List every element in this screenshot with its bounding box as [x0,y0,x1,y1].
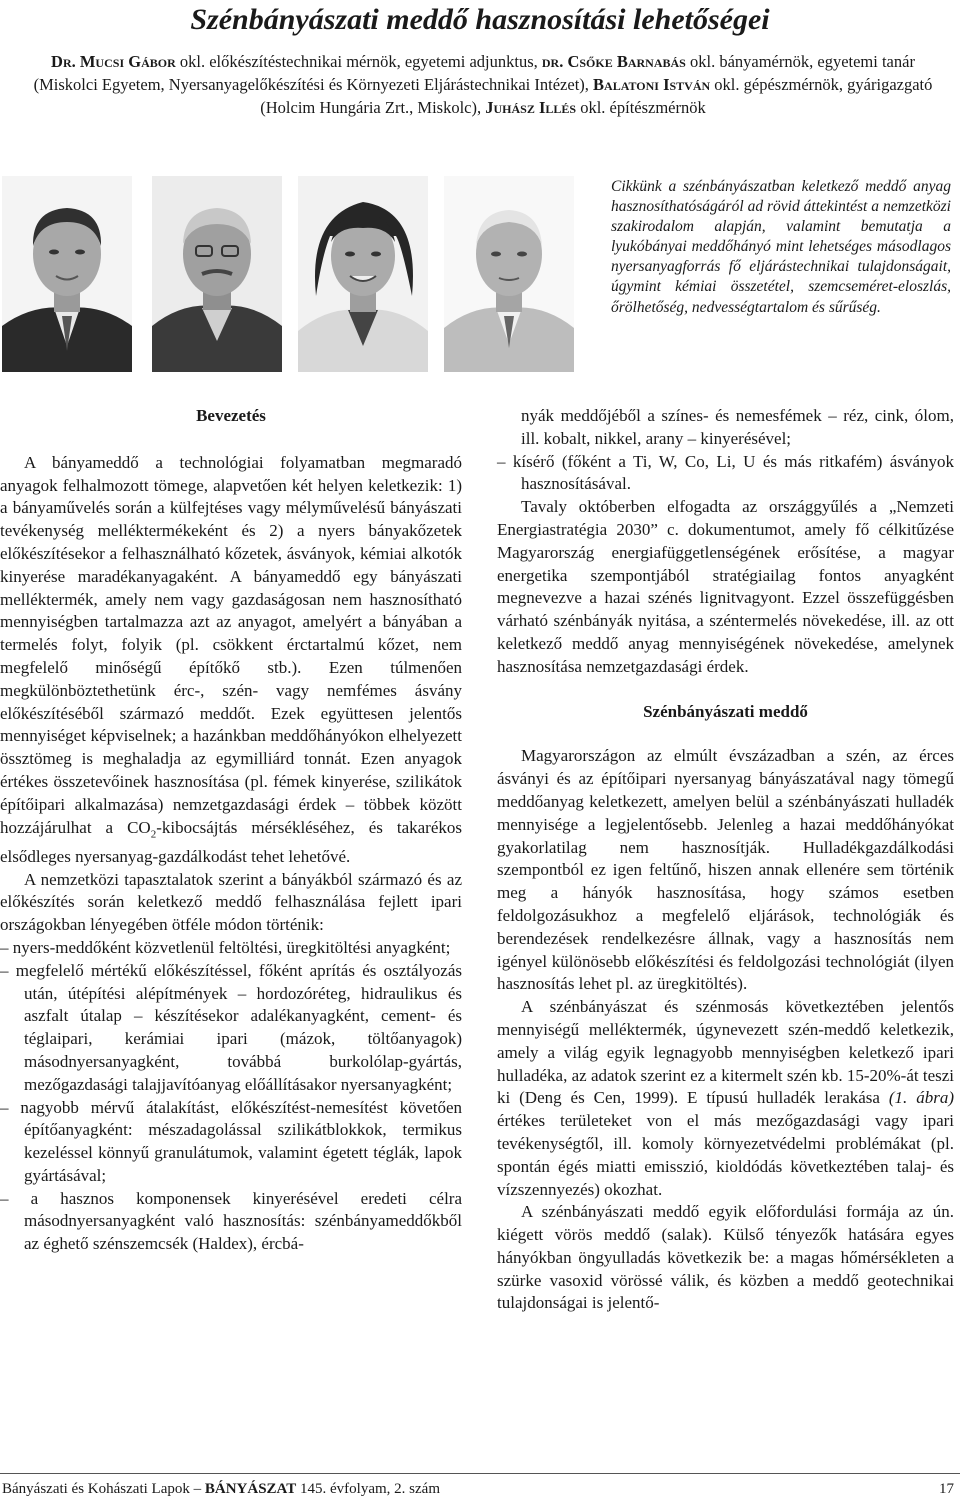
author-photo-1 [2,176,132,372]
section-heading: Bevezetés [196,406,266,425]
list-item: – nagyobb mérvű átalakítást, előkészítést-nemesítést követően építőanyagként: mészadagolással szilikátblokkok, termikus kezeléssel könnyű granulátumok, valamint égetett téglák, lapok gyártásával; [0,1097,462,1185]
author-name: dr. Csőke Barnabás [541,52,686,71]
page-number: 17 [939,1481,954,1497]
author-photo-3 [298,176,428,372]
article-title: Szénbányászati meddő hasznosítási lehetőségei [190,3,770,36]
figure-reference[interactable]: (1. ábra) [888,1088,954,1108]
paragraph: A nemzetközi tapasztalatok szerint a bányákból származó és az előkészítés során keletkező meddő felhasználása fejlett ipari országokban lényegében ötféle módon történik: [0,869,462,935]
column-left [0,405,462,1256]
author-name: Juhász Illés [485,98,577,117]
list-item: – megfelelő mértékű előkészítéssel, főként aprítás és osztályozás után, útépítési alépítmények – hordozóréteg, hidraulikus és aszfalt útalap – készítésekor adalékanyagként, cement- és téglaipari, kerámiai ipari (mázok, töltőanyagok) másodnyersanyagként, továbbá burkolólap-gyártás, mezőgazdasági talajjavítóanyag előállításakor nyersanyagként; [0,960,462,1094]
author-photo-4 [444,176,574,372]
list-item: – a hasznos komponensek kinyerésével eredeti célra másodnyersanyagként való hasznosítás: szénbányameddőkből az éghető szénszemcsék (Haldex), ércbá- [0,1188,462,1254]
column-right [497,405,954,1315]
author-role: okl. bányamérnök, egyetemi tanár (Miskolci Egyetem, Nyersanyagelőkészítési és Környezeti Eljárástechnikai Intézet), [33,52,915,94]
author-role: okl. előkészítéstechnikai mérnök, egyetemi adjunktus, [175,52,542,71]
paragraph: A szénbányászati meddő egyik előfordulási formája az ún. kiégett vörös meddő (salak). Külső tényezők hatására egyes hányókban öngyulladás következik be: a magas hőmérsékleten a szürke vasoxid vörössé válik, és közben a meddő geotechnikai tulajdonságai is jelentő- [497,1202,954,1313]
paragraph: Magyarországon az elmúlt évszázadban a szén, az érces ásványi és az építőipari nyersanyag bányászatával nagy tömegű meddőanyag keletkezett, amelyen belül a szénbányászati hulladék mennyisége a legjelentősebb. Jelenleg a hazai meddőhányókat gyakorlatilag nem hasznosítják. Hulladékgazdálkodási szempontból ez igen feltűnő, hiszen annak ellenére sem történik meg a hányók hasznosítása, hogy számos esetben feldolgozásukhoz a megfelelő eljárások, technológiák és berendezések rendelkezésre állnak, vagy a hasznosítás nem igényel különösebb előkészítési és feldolgozási technológiát (ilyen hasznosítás lehet pl. az üregkitöltés). [497,746,954,994]
author-list [18,50,948,119]
author-name: Balatoni István [593,75,711,94]
author-role: okl. gépészmérnök, gyárigazgató (Holcim Hungária Zrt., Miskolc), [260,75,933,117]
paragraph: A bányameddő a technológiai folyamatban megmaradó anyagok felhalmozott tömege, alapvetően két helyen keletkezik: 1) a bányaművelés során a külfejtéses vagy mélyművelésű bányászati tevékenység melléktermékeként és 2) a nyers bányakőzetek előkészítésekor a felhasználható kőzetek, ásványok, kémiai alkotók kinyerése maradékanyagaként. A bányameddő egy bányászati melléktermék, amely nem vagy gazdaságosan nem hasznosítható mennyiségben tartalmazza azt az anyagot, amelyért a bányában a termelés folyt, folyik (pl. csökkent érctartalmú kőzet, nem megfelelő minőségű építőkő stb.). Ezen túlmenően megkülönböztethetünk érc-, szén- vagy nemfémes ásvány előkészítéséből származó meddőt. Ezek együttesen jelentős mennyiséget képviselnek; a hazánkban meddőhányókon elhelyezett össztömeg is meghaladja az egymilliárd tonnát. Ezen anyagok értékes összetevőinek hasznosítása (pl. fémek kinyerése, szilikátok építőipari alkalmazása) nemzetgazdasági érdek – többek között hozzájárulhat a $CO_2$-kibocsájtás mérsékléséhez, és takarékos elsődleges nyersanyag-gazdálkodást tehet lehetővé. [0,452,462,866]
list-item: nyák meddőjéből a színes- és nemesfémek – réz, cink, ólom, ill. kobalt, nikkel, arany – kinyerésével; [521,406,954,448]
paragraph: Tavaly októberben elfogadta az országgyűlés a „Nemzeti Energiastratégia 2030” c. dokumentumot, amely fő célkitűzése Magyarország energiafüggetlenségének erősítése, a magyar energetika szempontjából stratégiailag fontos anyagként megnevezve a hazai szénés lignitvagyont. Ezzel összefüggésben várható szénbányák nyitása, a széntermelés növekedése, ill. az ott keletkező meddő anyag mennyiségének növekedése, amelynek hasznosítása nemzetgazdasági érdek. [497,497,954,676]
footer-divider [0,1473,960,1474]
list-item: – kísérő (főként a Ti, W, Co, Li, U és más ritkafém) ásványok hasznosításával. [497,451,954,494]
author-name: Dr. Mucsi Gábor [51,52,176,71]
subscript: 2 [150,827,157,840]
abstract: Cikkünk a szénbányászatban keletkező meddő anyag hasznosíthatóságáról ad rövid áttekintést a nemzetközi szakirodalom alapján, valamint bemutatja a lyukóbányai meddőhányó mint lehetséges másodlagos nyersanyagforrás fő eljárástechnikai tulajdonságait, úgymint kémiai összetétel, szemcseméret-eloszlás, őrölhetőség, nedvességtartalom és sűrűség. [611,178,951,316]
journal-info: Bányászati és Kohászati Lapok – BÁNYÁSZAT 145. évfolyam, 2. szám [2,1481,440,1497]
paragraph: A szénbányászat és szénmosás következtében jelentős mennyiségű melléktermék, úgynevezett szén-meddő keletkezik, amely a világ egyik legnagyobb mennyiségben keletkező ipari hulladéka, az adatok szerint ez a kitermelt szén kb. 15-20%-át teszi ki (Deng és Cen, 1999). E típusú hulladék lerakása (1. ábra) értékes területeket von el más mezőgazdasági vagy ipari tevékenységtől, ill. komoly környezetvédelmi problémákat (pl. spontán égés miatti emisszió, kioldódás következtében talaj- és vízszennyezés) okozhat. [497,997,954,1199]
author-photo-2 [152,176,282,372]
list-item: – nyers-meddőként közvetlenül feltöltési, üregkitöltési anyagként; [0,937,451,957]
author-role: okl. építészmérnök [576,98,706,117]
section-heading: Szénbányászati meddő [643,701,808,721]
